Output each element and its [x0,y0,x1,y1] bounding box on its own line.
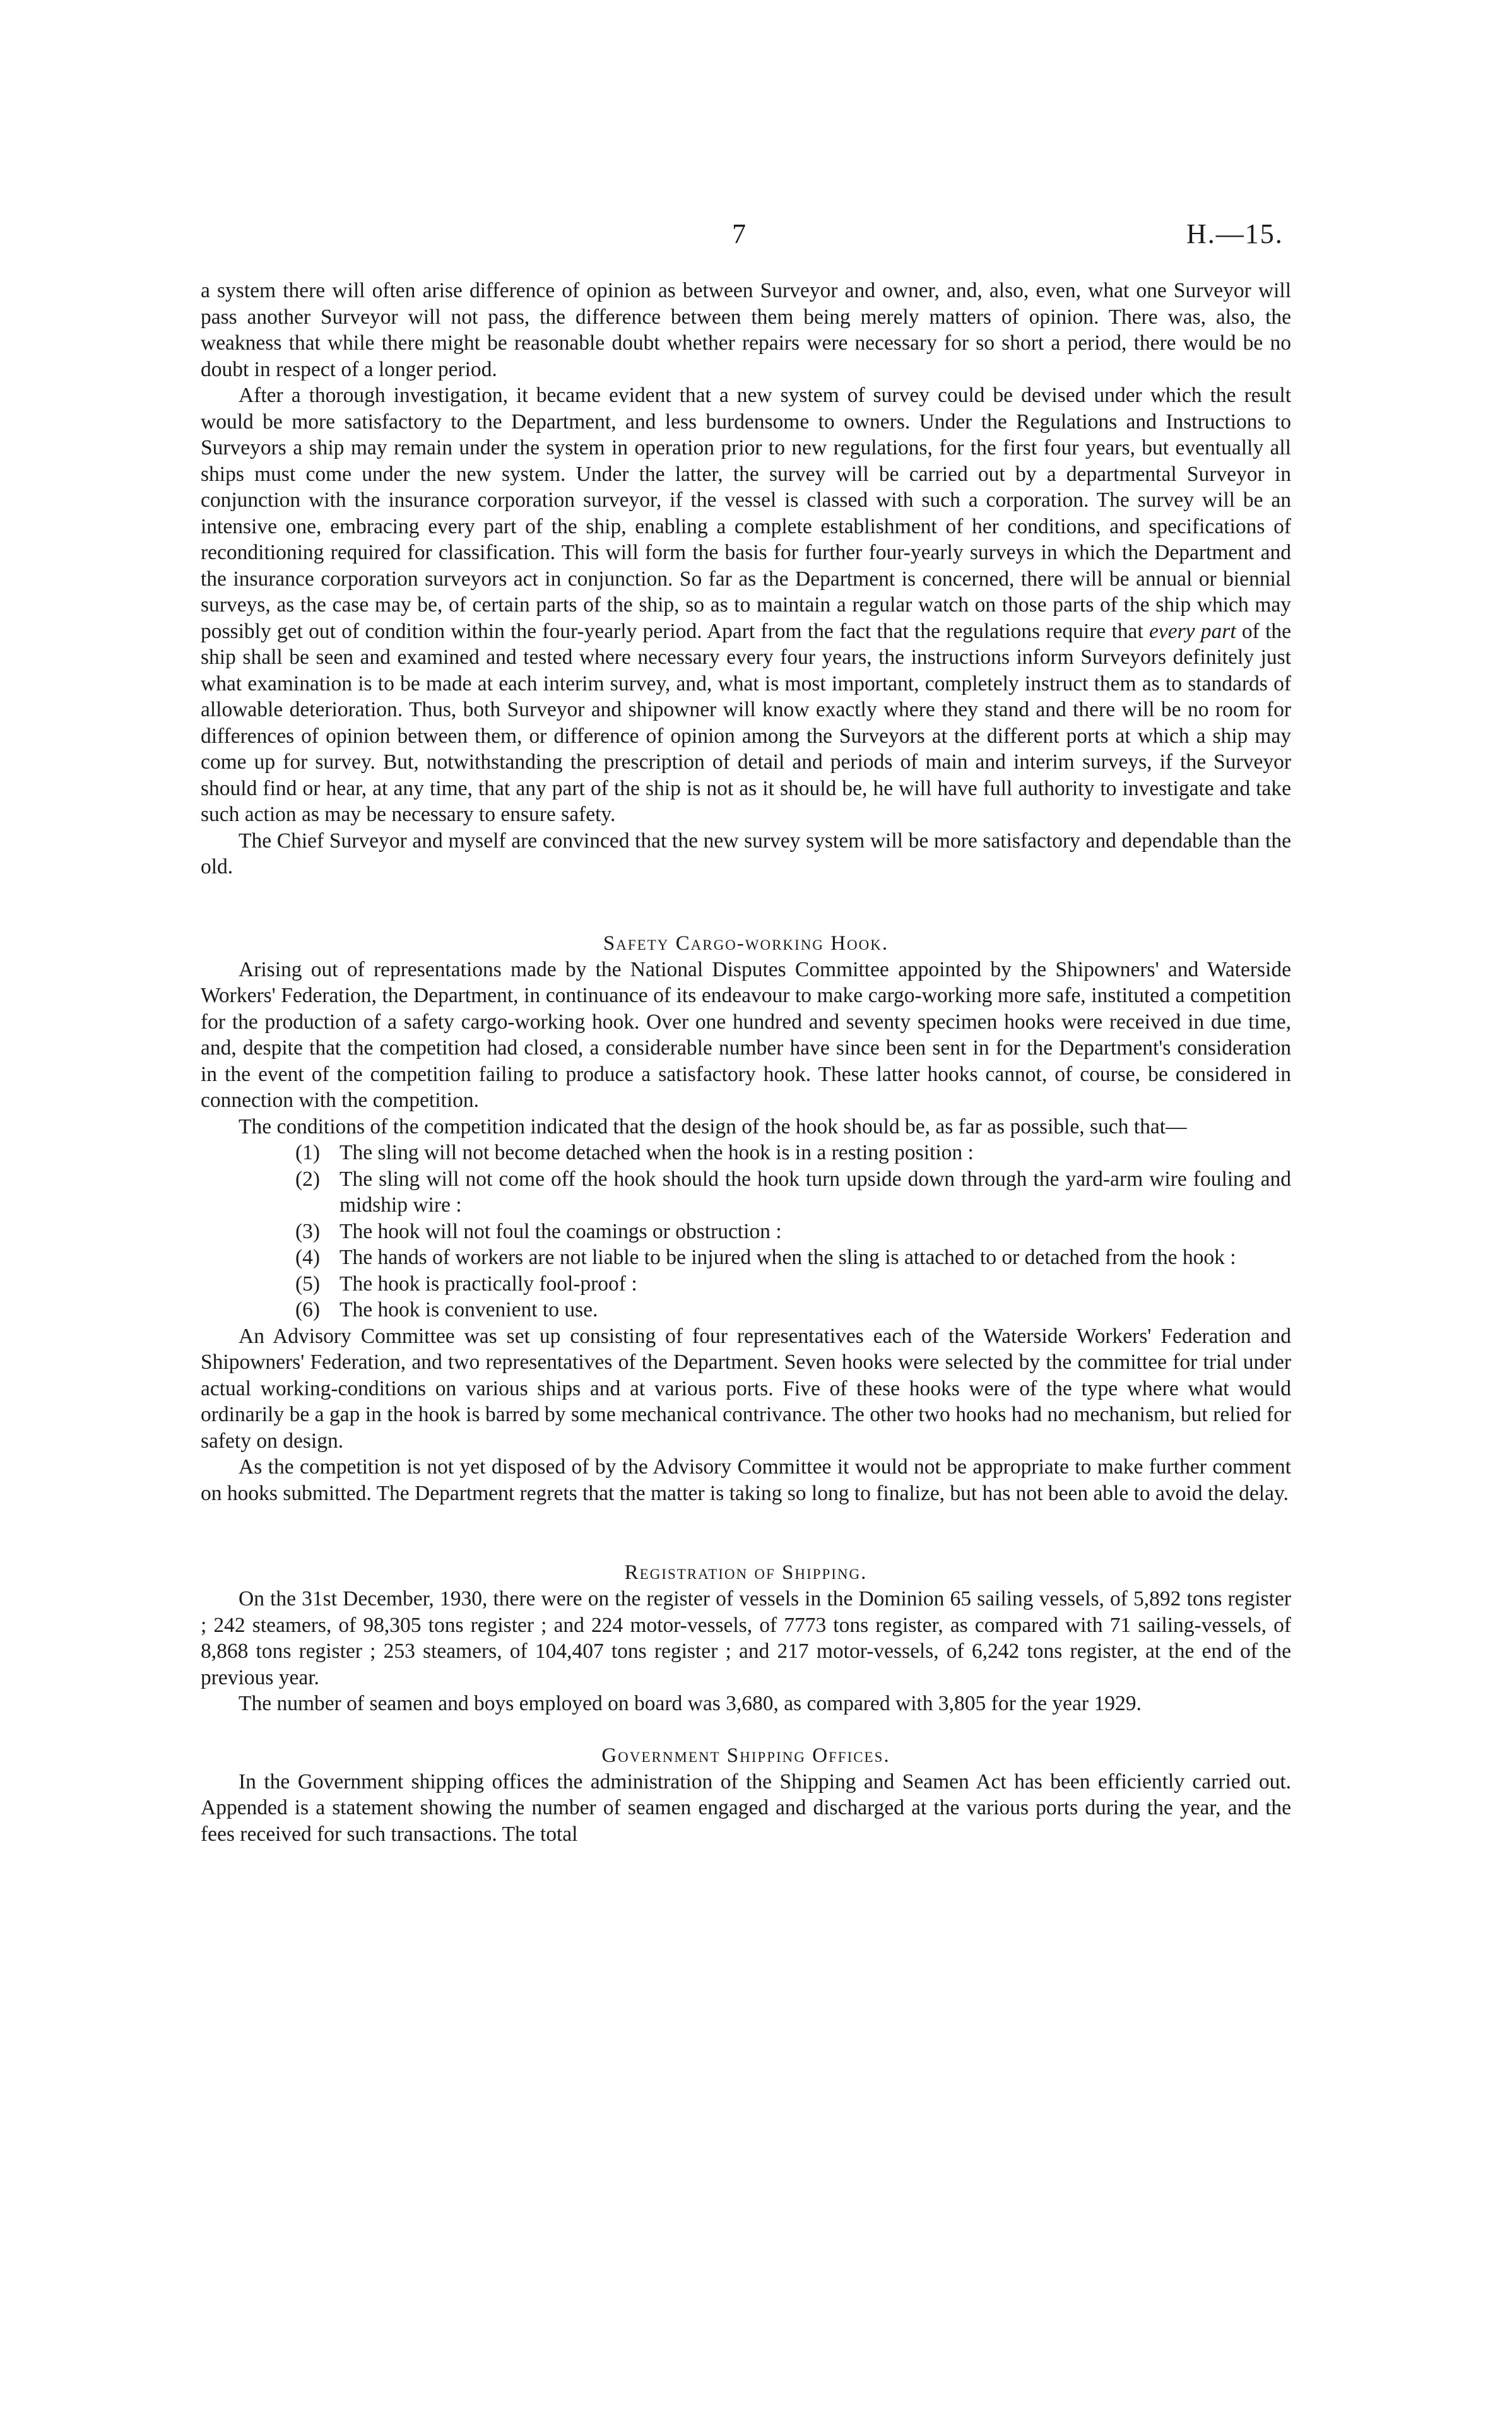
paragraph-text: of the ship shall be seen and examined and tested where necessary every four years, the instructions inform Surveyors definitely just what examination is to be made at each interim survey, and, what is most important, completely instruct them as to standards of allowable deterioration. Thus, both Surveyor and shipowner will know exactly where they stand and there will be no room for differences of opinion between them, or difference of opinion among the Surveyors at the different ports at which a ship may come up for survey. But, notwithstanding the prescription of detail and periods of main and interim surveys, if the Surveyor should find or hear, at any time, that any part of the ship is not as it should be, he will have full authority to investigate and take such action as may be necessary to ensure safety. [201,619,1292,826]
paragraph-text: After a thorough investigation, it became evident that a new system of survey could be devised under which the result would be more satisfactory to the Department, and less burdensome to owners. Under the Regulations and Instructions to Surveyors a ship may remain under the system in operation prior to new regulations, for the first four years, but eventually all ships must come under the new system. Under the latter, the survey will be carried out by a departmental Surveyor in conjunction with the insurance corporation surveyor, if the vessel is classed with such a corporation. The survey will be an intensive one, embracing every part of the ship, enabling a complete establishment of her conditions, and specifications of reconditioning required for classification. This will form the basis for further four-yearly surveys in which the Department and the insurance corporation surveyors act in conjunction. So far as the Department is concerned, there will be annual or biennial surveys, as the case may be, of certain parts of the ship, so as to maintain a regular watch on those parts of the ship which may possibly get out of condition within the four-yearly period. Apart from the fact that the regulations require that [201,384,1291,643]
paragraph: An Advisory Committee was set up consisting of four representatives each of the Waterside Workers' Federation and Shipowners' Federation, and two representatives of the Department. Seven hooks were selected by the committee for trial under actual working-conditions on various ships and at various ports. Five of these hooks were of the type where what would ordinarily be a gap in the hook is barred by some mechanical contrivance. The other two hooks had no mechanism, but relied for safety on design. [201,1324,1291,1453]
list-item [295,1297,1291,1323]
list-item [295,1244,1291,1271]
paragraph: As the competition is not yet disposed of by the Advisory Committee it would not be appropriate to make further comment on hooks submitted. The Department regrets that the matter is taking so long to finalize, but has not been able to avoid the delay. [201,1455,1291,1505]
emphasis-text: every part [1149,619,1236,643]
list-item [295,1140,1291,1166]
paragraph: a system there will often arise difference of opinion as between Surveyor and owner, and, also, even, what one Surveyor will pass another Surveyor will not pass, the difference between them being merely matters of opinion. There was, also, the weakness that while there might be reasonable doubt whether repairs were necessary for so short a period, there would be no doubt in respect of a longer period. [201,279,1291,381]
section-safety-cargo-hook [201,930,1291,1507]
page-number: 7 [732,218,746,249]
list-text: The hook will not foul the coamings or obstruction : [340,1219,782,1243]
list-number: (2) [295,1167,321,1191]
list-number: (6) [295,1298,321,1321]
list-number: (5) [295,1272,321,1296]
list-item [295,1219,1291,1245]
section-registration-of-shipping [201,1559,1291,1717]
section-heading: Registration of Shipping. [624,1561,868,1584]
list-number: (3) [295,1219,321,1243]
paragraph: On the 31st December, 1930, there were on the register of vessels in the Dominion 65 sailing vessels, of 5,892 tons register ; 242 steamers, of 98,305 tons register ; and 224 motor-vessels, of 7773 tons register, as compared with 71 sailing-vessels, of 8,868 tons register ; 253 steamers, of 104,407 tons register ; and 217 motor-vessels, of 6,242 tons register, at the end of the previous year. [201,1587,1291,1689]
paragraph [201,382,1291,828]
paragraph: Arising out of representations made by the National Disputes Committee appointed by the Shipowners' and Waterside Workers' Federation, the Department, in continuance of its endeavour to make cargo-working more safe, instituted a competition for the production of a safety cargo-working hook. Over one hundred and seventy specimen hooks were received in due time, and, despite that the competition had closed, a considerable number have since been sent in for the Department's consideration in the event of the competition failing to produce a satisfactory hook. These latter hooks cannot, of course, be considered in connection with the competition. [201,957,1291,1112]
list-number: (1) [295,1141,321,1164]
paragraph: In the Government shipping offices the administration of the Shipping and Seamen Act has been efficiently carried out. Appended is a statement showing the number of seamen engaged and discharged at the various ports during the year, and the fees received for such transactions. The total [201,1769,1291,1846]
section-survey-system [201,278,1291,880]
list-text: The hook is practically fool-proof : [340,1272,637,1296]
section-heading: Safety Cargo-working Hook. [603,931,889,955]
page-body [201,278,1291,1847]
section-government-shipping-offices [201,1742,1291,1848]
page-header [0,218,1512,256]
paragraph: The conditions of the competition indicated that the design of the hook should be, as far as possible, such that— [239,1114,1187,1138]
conditions-list [201,1140,1291,1323]
list-text: The hands of workers are not liable to be injured when the sling is attached to or detached from the hook : [340,1246,1236,1269]
list-item [295,1271,1291,1297]
list-text: The sling will not become detached when the hook is in a resting position : [340,1141,974,1164]
list-text: The hook is convenient to use. [340,1298,598,1321]
paragraph: The number of seamen and boys employed on board was 3,680, as compared with 3,805 for the year 1929. [239,1692,1142,1715]
document-reference: H.—15. [1186,218,1284,249]
list-text: The sling will not come off the hook should the hook turn upside down through the yard-arm wire fouling and midship wire : [340,1167,1291,1217]
section-heading: Government Shipping Offices. [601,1744,890,1767]
paragraph: The Chief Surveyor and myself are convinced that the new survey system will be more satisfactory and dependable than the old. [201,829,1291,878]
list-item [295,1166,1291,1219]
list-number: (4) [295,1246,321,1269]
